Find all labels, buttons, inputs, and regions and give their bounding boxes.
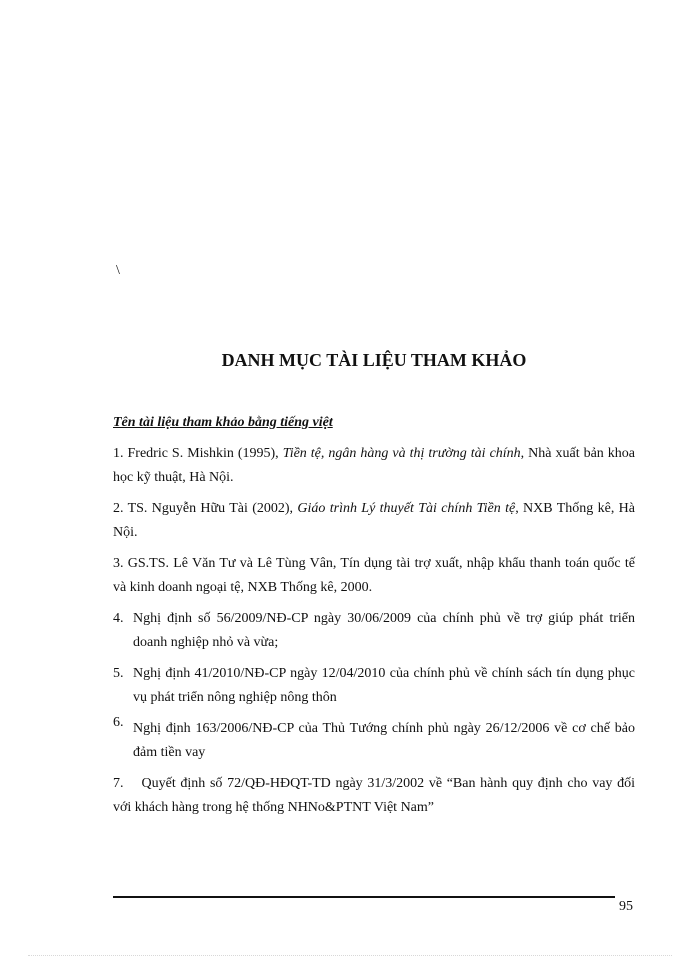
reference-number: 7. [113, 776, 124, 791]
reference-number: 4. [113, 611, 124, 626]
reference-text: GS.TS. Lê Văn Tư và Lê Tùng Vân, Tín dụng tài trợ xuất, nhập khẩu thanh toán quốc tế và kinh doanh ngoại tệ, NXB Thống kê, 2000. [113, 556, 635, 595]
reference-item-1 [113, 442, 635, 490]
reference-text: Nghị định số 56/2009/NĐ-CP ngày 30/06/2009 của chính phủ về trợ giúp phát triển doanh nghiệp nhỏ và vừa; [133, 611, 635, 650]
reference-item-2 [113, 497, 635, 545]
reference-text: Nghị định 41/2010/NĐ-CP ngày 12/04/2010 của chính phủ về chính sách tín dụng phục vụ phát triển nông nghiệp nông thôn [133, 666, 635, 705]
reference-number: 3. [113, 556, 124, 571]
reference-publisher: , NXB Thống kê, Hà Nội. [113, 501, 635, 540]
section-subheading: Tên tài liệu tham khảo bằng tiếng việt [113, 415, 333, 430]
reference-item-7 [113, 772, 635, 820]
reference-list [113, 411, 635, 827]
stray-mark: \ [116, 263, 120, 278]
footer-rule [113, 896, 615, 898]
reference-item-5 [113, 662, 635, 710]
reference-title: Tiền tệ, ngân hàng và thị trường tài chính [282, 446, 521, 461]
reference-item-4 [113, 607, 635, 655]
reference-author: TS. Nguyễn Hữu Tài (2002), [123, 501, 298, 516]
reference-number: 6. [113, 715, 124, 730]
reference-author: Fredric S. Mishkin (1995), [123, 446, 283, 461]
reference-title: Giáo trình Lý thuyết Tài chính Tiền tệ [297, 501, 516, 516]
reference-item-3 [113, 552, 635, 600]
reference-number: 5. [113, 666, 124, 681]
reference-number: 2. [113, 501, 124, 516]
reference-number: 1. [113, 446, 124, 461]
page-edge-divider [28, 955, 672, 956]
reference-text: Nghị định 163/2006/NĐ-CP của Thủ Tướng chính phủ ngày 26/12/2006 về cơ chế bảo đảm tiền vay [133, 721, 635, 760]
page-number: 95 [619, 899, 633, 914]
reference-item-6 [113, 717, 635, 765]
reference-publisher: , Nhà xuất bản khoa học kỹ thuật, Hà Nội. [113, 446, 635, 485]
page-title: DANH MỤC TÀI LIỆU THAM KHẢO [221, 350, 527, 370]
reference-text: Quyết định số 72/QĐ-HĐQT-TD ngày 31/3/2002 về “Ban hành quy định cho vay đối với khách hàng trong hệ thống NHNo&PTNT Việt Nam” [113, 776, 635, 815]
